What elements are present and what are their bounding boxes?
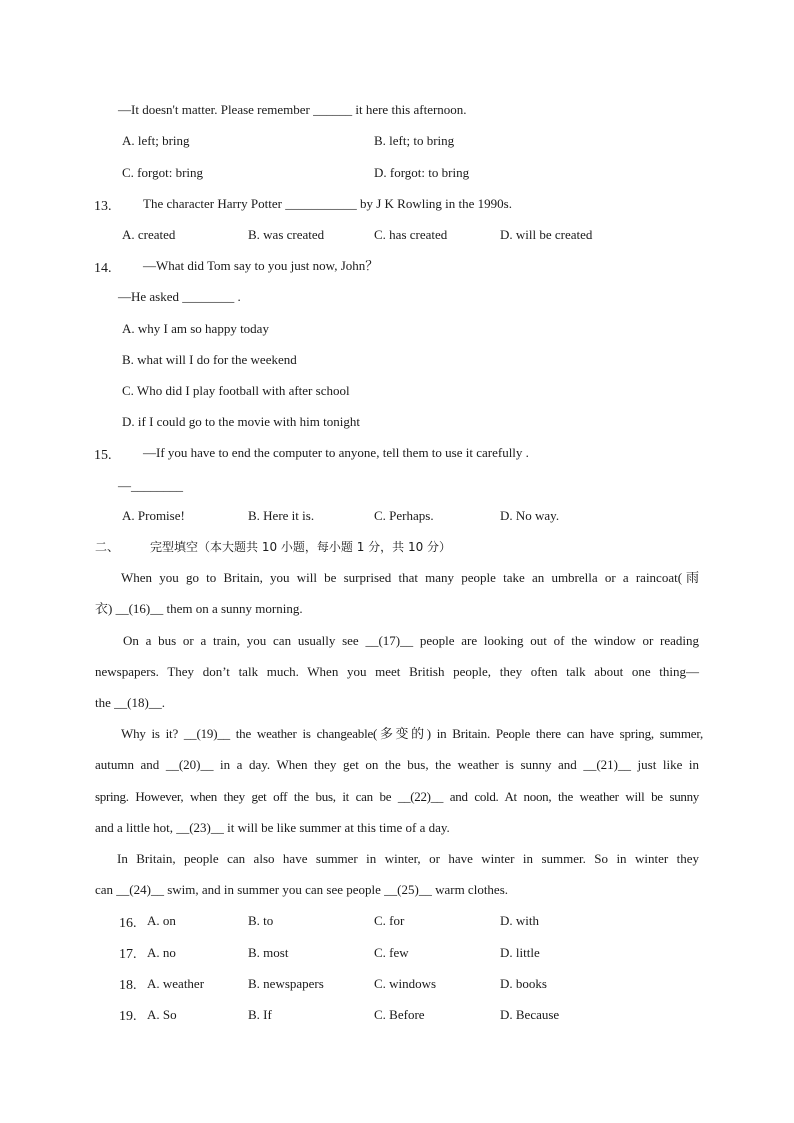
q12-option-a[interactable]: A. left; bring — [122, 133, 190, 148]
passage-p3-line3 — [95, 789, 699, 805]
passage-p2-line1 — [123, 633, 699, 649]
q15-number: 15. — [94, 448, 112, 463]
q15-option-d[interactable]: D. No way. — [500, 508, 560, 523]
q19-number: 19. — [119, 1009, 137, 1024]
q14-option-d[interactable]: D. if I could go to the movie with him tonight — [122, 414, 360, 429]
section-title: 完型填空（本大题共 10 小题，每小题 1 分，共 10 分） — [150, 540, 452, 554]
q13-option-a[interactable]: A. created — [122, 227, 176, 242]
q14-option-a[interactable]: A. why I am so happy today — [122, 321, 269, 336]
q12-option-d[interactable]: D. forgot: to bring — [374, 165, 470, 180]
q13-number: 13. — [94, 199, 112, 214]
q18-option-c[interactable]: C. windows — [374, 976, 437, 991]
passage-p3-line3-text: spring. However, when they get off the bus, it can be __(22)__ and cold. At noon, the weather will be sunny — [95, 789, 699, 804]
q18-option-a[interactable]: A. weather — [147, 976, 205, 991]
q13-option-c[interactable]: C. has created — [374, 227, 448, 242]
q17-option-d[interactable]: D. little — [500, 945, 540, 960]
q14-option-c[interactable]: C. Who did I play football with after school — [122, 383, 350, 398]
passage-p3-line1 — [121, 726, 703, 742]
q19-option-c[interactable]: C. Before — [374, 1007, 425, 1022]
passage-p2-line3: the __(18)__. — [95, 695, 166, 710]
passage-p2-line2-text: newspapers. They don’t talk much. When you meet British people, they often talk about one thing— — [95, 664, 699, 679]
q15-option-b[interactable]: B. Here it is. — [248, 508, 315, 523]
q14-stem: —What did Tom say to you just now, John？ — [143, 258, 379, 273]
q16-option-b[interactable]: B. to — [248, 913, 274, 928]
q16-option-d[interactable]: D. with — [500, 913, 539, 928]
section-number: 二、 — [95, 540, 120, 554]
q13-stem: The character Harry Potter ___________ by J K Rowling in the 1990s. — [143, 196, 512, 211]
passage-p1-line1 — [121, 570, 699, 586]
passage-p3-line4: and a little hot, __(23)__ it will be like summer at this time of a day. — [95, 820, 450, 835]
q15-stem: —If you have to end the computer to anyone, tell them to use it carefully . — [143, 445, 529, 460]
q19-option-a[interactable]: A. So — [147, 1007, 177, 1022]
passage-p3-line1-text: Why is it? __(19)__ the weather is changeable(多变的) in Britain. People there can have spring, summer, — [121, 726, 703, 741]
q19-option-d[interactable]: D. Because — [500, 1007, 560, 1022]
q18-option-b[interactable]: B. newspapers — [248, 976, 324, 991]
q19-option-b[interactable]: B. If — [248, 1007, 272, 1022]
passage-p1-line1-text: When you go to Britain, you will be surprised that many people take an umbrella or a raincoat(雨 — [121, 570, 699, 585]
q14-reply: —He asked ________ . — [118, 289, 241, 304]
q17-number: 17. — [119, 947, 137, 962]
q12-reply-line: —It doesn't matter. Please remember ______ it here this afternoon. — [118, 102, 467, 117]
passage-p2-line2 — [95, 664, 699, 680]
passage-p2-line1-text: On a bus or a train, you can usually see __(17)__ people are looking out of the window or reading — [123, 633, 699, 648]
passage-p4-line1-text: In Britain, people can also have summer in winter, or have winter in summer. So in winter they — [117, 851, 699, 866]
q14-option-b[interactable]: B. what will I do for the weekend — [122, 352, 297, 367]
q12-option-b[interactable]: B. left; to bring — [374, 133, 455, 148]
passage-p4-line2: can __(24)__ swim, and in summer you can see people __(25)__ warm clothes. — [95, 882, 509, 897]
q17-option-c[interactable]: C. few — [374, 945, 409, 960]
q18-option-d[interactable]: D. books — [500, 976, 547, 991]
q14-number: 14. — [94, 261, 112, 276]
passage-p3-line2-text: autumn and __(20)__ in a day. When they get on the bus, the weather is sunny and __(21)__ just like in — [95, 757, 699, 772]
q16-number: 16. — [119, 916, 137, 931]
passage-p3-line2 — [95, 757, 699, 773]
q15-reply: —________ — [118, 478, 183, 493]
q12-option-c[interactable]: C. forgot: bring — [122, 165, 204, 180]
q16-option-a[interactable]: A. on — [147, 913, 176, 928]
q15-option-c[interactable]: C. Perhaps. — [374, 508, 434, 523]
q15-option-a[interactable]: A. Promise! — [122, 508, 185, 523]
passage-p1-line2: 衣) __(16)__ them on a sunny morning. — [95, 601, 303, 616]
q13-option-d[interactable]: D. will be created — [500, 227, 593, 242]
q13-option-b[interactable]: B. was created — [248, 227, 325, 242]
q17-option-a[interactable]: A. no — [147, 945, 176, 960]
q17-option-b[interactable]: B. most — [248, 945, 289, 960]
q16-option-c[interactable]: C. for — [374, 913, 405, 928]
q18-number: 18. — [119, 978, 137, 993]
passage-p4-line1 — [117, 851, 699, 867]
